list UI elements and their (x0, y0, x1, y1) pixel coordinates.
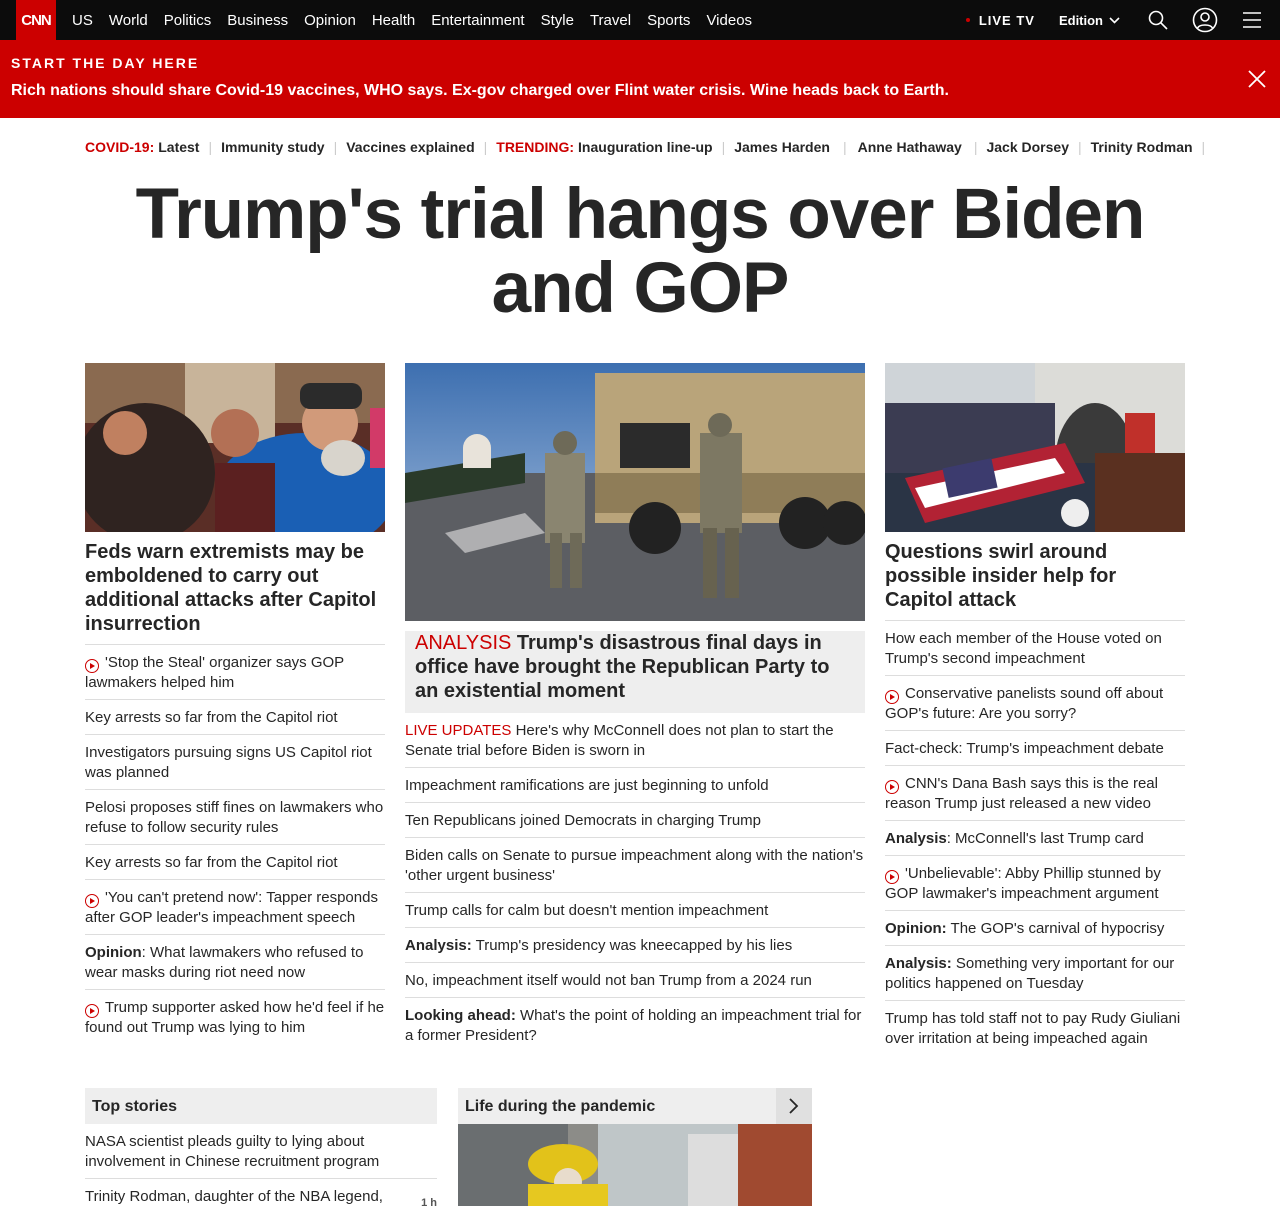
story-item[interactable] (885, 1001, 1185, 1055)
story-text: Trump calls for calm but doesn't mention impeachment (405, 902, 769, 919)
capitol-crowd-photo[interactable] (885, 363, 1185, 532)
top-nav (0, 0, 1280, 40)
separator: | (973, 139, 978, 155)
lead-story-link[interactable]: Questions swirl around possible insider help for Capitol attack (885, 540, 1185, 621)
separator: | (1201, 139, 1206, 155)
story-text: 'Unbelievable': Abby Phillip stunned by GOP lawmaker's impeachment argument (885, 865, 1161, 902)
user-icon (1192, 7, 1218, 33)
edition-label: Edition (1058, 12, 1103, 28)
banner-text[interactable]: Rich nations should share Covid-19 vaccines, WHO says. Ex-gov charged over Flint water crisis. Wine heads back to Earth. (11, 82, 949, 99)
top-stories-title: Top stories (85, 1088, 437, 1124)
lead-story-text: Trump's disastrous final days in office have brought the Republican Party to an existential moment (415, 632, 830, 702)
story-item[interactable] (885, 676, 1185, 731)
story-text: : What lawmakers who refused to wear masks during riot need now (85, 944, 364, 981)
pandemic-photo[interactable] (458, 1124, 812, 1206)
chevron-right-icon (789, 1098, 799, 1114)
separator: | (483, 139, 488, 155)
center-column (405, 363, 865, 1052)
story-item[interactable] (405, 803, 865, 838)
left-column (85, 363, 385, 1044)
story-prefix: Opinion: (885, 920, 947, 937)
story-text: Ten Republicans joined Democrats in charging Trump (405, 812, 762, 829)
play-icon (885, 780, 899, 794)
play-icon (85, 894, 99, 908)
separator: | (333, 139, 338, 155)
story-item[interactable] (405, 713, 865, 768)
separator: | (1078, 139, 1082, 155)
trending-bar (85, 139, 1206, 155)
story-prefix: Analysis: (885, 955, 952, 972)
nav-link-world[interactable]: World (108, 11, 148, 29)
story-text: 'You can't pretend now': Tapper responds after GOP leader's impeachment speech (85, 889, 378, 926)
play-icon (85, 659, 99, 673)
separator: | (721, 139, 726, 155)
story-text: 'Stop the Steal' organizer says GOP lawmakers helped him (85, 654, 344, 691)
separator: | (208, 139, 213, 155)
story-item[interactable] (885, 821, 1185, 856)
trending-link[interactable]: Vaccines explained (346, 139, 475, 155)
story-item[interactable] (85, 880, 385, 935)
story-item[interactable] (405, 893, 865, 928)
hamburger-icon (1242, 12, 1262, 28)
nav-link-business[interactable]: Business (227, 11, 289, 29)
story-item[interactable] (885, 766, 1185, 821)
pandemic-title: Life during the pandemic (458, 1088, 812, 1124)
nav-right (966, 0, 1280, 40)
live-dot-icon (966, 18, 970, 22)
cnn-logo[interactable]: CNN (16, 0, 56, 40)
story-text: Trump supporter asked how he'd feel if he found out Trump was lying to him (85, 999, 385, 1036)
separator: | (842, 139, 847, 155)
right-column (885, 363, 1185, 1055)
national-guard-photo[interactable] (405, 363, 865, 621)
lead-story-link[interactable]: Feds warn extremists may be emboldened to carry out additional attacks after Capitol insurrection (85, 540, 385, 645)
story-prefix: Analysis (885, 830, 947, 847)
top-stories-box (85, 1088, 437, 1213)
search-button[interactable] (1148, 10, 1168, 30)
right-story-list (885, 621, 1185, 1055)
chevron-down-icon (1109, 17, 1120, 24)
story-text: Investigators pursuing signs US Capitol riot was planned (85, 744, 372, 781)
live-updates-tag: LIVE UPDATES (405, 722, 512, 739)
menu-button[interactable] (1242, 12, 1262, 28)
pandemic-box (458, 1088, 812, 1206)
story-item[interactable] (885, 856, 1185, 911)
page-headline[interactable]: Trump's trial hangs over Biden and GOP (135, 175, 1145, 328)
story-text: No, impeachment itself would not ban Trump from a 2024 run (405, 972, 812, 989)
story-text: What's the point of holding an impeachment trial for a former President? (405, 1007, 862, 1044)
story-text: Trump has told staff not to pay Rudy Giuliani over irritation at being impeached again (885, 1010, 1181, 1047)
story-text: How each member of the House voted on Trump's second impeachment (885, 630, 1162, 667)
close-icon (1248, 70, 1266, 88)
play-icon (885, 690, 899, 704)
story-item[interactable] (405, 838, 865, 893)
story-text: CNN's Dana Bash says this is the real reason Trump just released a new video (885, 775, 1158, 812)
nav-link-entertainment[interactable]: Entertainment (431, 11, 525, 29)
story-item[interactable] (405, 928, 865, 963)
live-tv-link[interactable] (966, 13, 1035, 28)
next-button[interactable] (776, 1088, 812, 1124)
trending-link[interactable]: Anne Hathaway (857, 139, 962, 155)
story-item[interactable] (85, 935, 385, 990)
play-icon (85, 1004, 99, 1018)
search-icon (1148, 10, 1168, 30)
banner-kicker: START THE DAY HERE (11, 55, 200, 71)
story-text: : McConnell's last Trump card (946, 830, 1144, 847)
close-banner-button[interactable] (1248, 70, 1266, 93)
story-text: Pelosi proposes stiff fines on lawmakers who refuse to follow security rules (85, 799, 384, 836)
story-text: Key arrests so far from the Capitol riot (85, 709, 338, 726)
story-item[interactable] (885, 946, 1185, 1001)
play-icon (885, 870, 899, 884)
story-item[interactable] (85, 735, 385, 790)
edition-menu[interactable] (1059, 13, 1120, 28)
nav-link-health[interactable]: Health (371, 11, 416, 29)
live-tv-label: LIVE TV (978, 12, 1035, 28)
top-story-item[interactable] (85, 1179, 437, 1213)
trending-link[interactable]: Immunity study (221, 139, 325, 155)
start-the-day-banner (0, 40, 1280, 118)
story-item[interactable] (405, 963, 865, 998)
story-item[interactable] (885, 621, 1185, 676)
nav-link-opinion[interactable]: Opinion (304, 11, 356, 29)
account-button[interactable] (1192, 7, 1218, 33)
story-text: Biden calls on Senate to pursue impeachment along with the nation's 'other urgent business' (405, 847, 864, 884)
left-story-list (85, 645, 385, 1044)
nav-link-videos[interactable]: Videos (706, 11, 753, 29)
nav-links (72, 12, 768, 29)
story-item[interactable] (405, 768, 865, 803)
story-item[interactable] (885, 911, 1185, 946)
center-lead-story-link[interactable] (405, 631, 865, 713)
story-text: Key arrests so far from the Capitol riot (85, 854, 338, 871)
story-item[interactable] (85, 845, 385, 880)
story-text: Impeachment ramifications are just beginning to unfold (405, 777, 769, 794)
top-story-item[interactable] (85, 1124, 437, 1179)
nav-link-politics[interactable]: Politics (163, 11, 212, 29)
story-text: Something very important for our politics happened on Tuesday (885, 955, 1175, 992)
trending-link[interactable]: Latest (158, 139, 200, 155)
story-item[interactable] (405, 998, 865, 1052)
story-item[interactable] (85, 700, 385, 735)
story-text: The GOP's carnival of hypocrisy (946, 920, 1165, 937)
nav-link-sports[interactable]: Sports (647, 11, 691, 29)
story-prefix: Analysis: (405, 937, 472, 954)
story-prefix: Opinion (85, 944, 142, 961)
trending-link[interactable]: Jack Dorsey (986, 139, 1069, 155)
story-text: Fact-check: Trump's impeachment debate (885, 740, 1164, 757)
trending-label: TRENDING: (496, 139, 575, 155)
story-item[interactable] (885, 731, 1185, 766)
story-text: Conservative panelists sound off about GOP's future: Are you sorry? (885, 685, 1164, 722)
story-text: NASA scientist pleads guilty to lying about involvement in Chinese recruitment program (85, 1133, 380, 1170)
protesters-photo[interactable] (85, 363, 385, 532)
story-item[interactable] (85, 790, 385, 845)
story-item[interactable] (85, 990, 385, 1044)
story-prefix: Looking ahead: (405, 1007, 516, 1024)
story-text: Trump's presidency was kneecapped by his lies (471, 937, 793, 954)
trending-link[interactable]: Inauguration line-up (578, 139, 713, 155)
trending-link[interactable]: Trinity Rodman (1090, 139, 1193, 155)
story-text: Here's why McConnell does not plan to start the Senate trial before Biden is sworn in (405, 722, 834, 759)
nav-link-us[interactable]: US (72, 11, 93, 29)
analysis-tag: ANALYSIS (415, 632, 512, 654)
story-item[interactable] (85, 645, 385, 700)
story-text: Trinity Rodman, daughter of the NBA legend, (85, 1188, 383, 1205)
covid-label: COVID-19: (85, 139, 155, 155)
story-timestamp: 1 h (421, 1197, 437, 1209)
nav-link-style[interactable]: Style (540, 11, 574, 29)
trending-link[interactable]: James Harden (734, 139, 830, 155)
nav-link-travel[interactable]: Travel (589, 11, 632, 29)
center-story-list (405, 713, 865, 1052)
